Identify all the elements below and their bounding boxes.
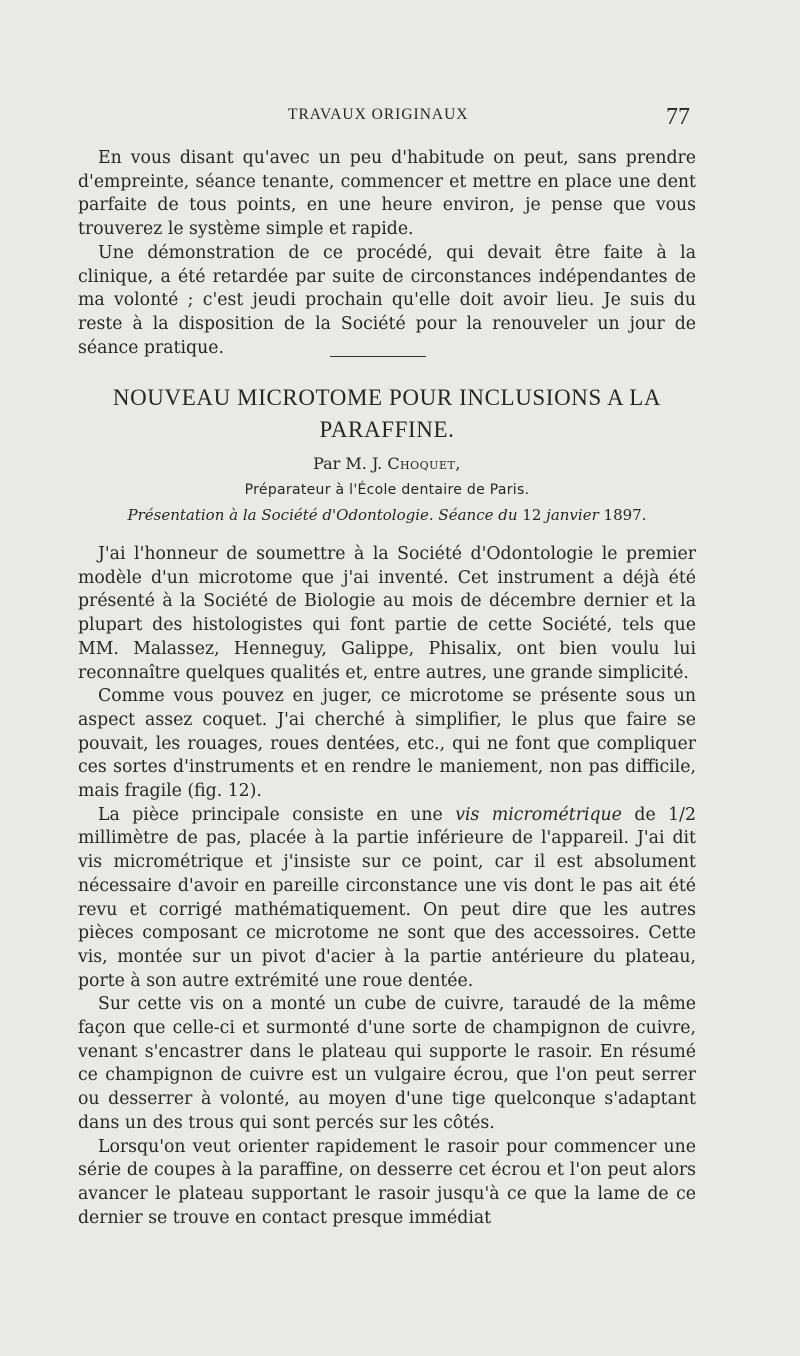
byline-prefix: Par M. J.: [313, 454, 383, 473]
article-title-line: PARAFFINE.: [319, 417, 455, 442]
section-divider: [330, 356, 426, 357]
presentation-month: janvier: [546, 506, 599, 524]
article-body: [78, 543, 696, 1230]
presentation-day: 12: [522, 506, 542, 524]
body-paragraph: J'ai l'honneur de soumettre à la Société d'Odontologie le premier modèle d'un microtome que j'ai inventé. Cet instrument a déjà été présenté à la Société de Biologie au mois de décembre dernier et la plupart des histologistes qui font partie de cette Société, tels que MM. Malassez, Henneguy, Galippe, Phisalix, ont bien voulu lui reconnaître quelques qualités et, entre autres, une grande simplicité.: [78, 544, 696, 683]
body-italic-term: vis micrométrique: [455, 804, 622, 825]
article-title: [78, 382, 696, 446]
author-affiliation: Préparateur à l'École dentaire de Paris.: [244, 482, 530, 498]
body-paragraph: [78, 804, 696, 994]
intro-paragraph: En vous disant qu'avec un peu d'habitude on peut, sans prendre d'empreinte, séance tenante, commencer et mettre en place une dent parfaite de tous points, en une heure environ, je pense que vous trouverez le système simple et rapide.: [78, 148, 696, 240]
presentation-text: Présentation à la Société d'Odontologie. Séance du: [127, 506, 518, 524]
body-paragraph: Sur cette vis on a monté un cube de cuivre, taraudé de la même façon que celle-ci et surmonté d'une sorte de champignon de cuivre, venant s'encastrer dans le plateau qui supporte le rasoir. En résumé ce champignon de cuivre est un vulgaire écrou, que l'on peut serrer ou desserrer à volonté, au moyen d'une tige quelconque s'adaptant dans un des trous qui sont percés sur les côtés.: [78, 994, 696, 1133]
page-number: 77: [666, 104, 690, 130]
intro-text: [78, 147, 696, 360]
body-text: de 1/2 millimètre de pas, placée à la partie inférieure de l'appareil. J'ai dit vis micrométrique et j'insiste sur ce point, car il est absolument nécessaire d'avoir en pareille circonstance une vis dont le pas ait été revu et corrigé mathématiquement. On peut dire que les autres pièces composant ce microtome ne sont que des accessoires. Cette vis, montée sur un pivot d'acier à la partie antérieure du plateau, porte à son autre extrémité une roue dentée.: [78, 804, 696, 991]
presentation-note: [78, 506, 696, 524]
intro-paragraph: Une démonstration de ce procédé, qui devait être faite à la clinique, a été retardée par suite de circonstances indépendantes de ma volonté ; c'est jeudi prochain qu'elle doit avoir lieu. Je suis du reste à la disposition de la Société pour la renouveler un jour de séance pratique.: [78, 242, 696, 358]
body-text: La pièce principale consiste en une: [98, 804, 443, 825]
byline: [78, 454, 696, 473]
body-paragraph: Comme vous pouvez en juger, ce microtome se présente sous un aspect assez coquet. J'ai cherché à simplifier, le plus que faire se pouvait, les rouages, roues dentées, etc., qui ne font que compliquer ces sortes d'instruments et en rendre le maniement, non pas difficile, mais fragile (fig. 12).: [78, 686, 696, 802]
body-paragraph: Lorsqu'on veut orienter rapidement le rasoir pour commencer une série de coupes à la paraffine, on desserre cet écrou et l'on peut alors avancer le plateau supportant le rasoir jusqu'à ce que la lame de ce dernier se trouve en contact presque immédiat: [78, 1136, 696, 1228]
presentation-year: 1897.: [603, 506, 647, 524]
article-title-line: NOUVEAU MICROTOME POUR INCLUSIONS A LA: [112, 385, 662, 410]
running-head: TRAVAUX ORIGINAUX: [288, 106, 469, 123]
author-name: Choquet,: [387, 454, 461, 473]
